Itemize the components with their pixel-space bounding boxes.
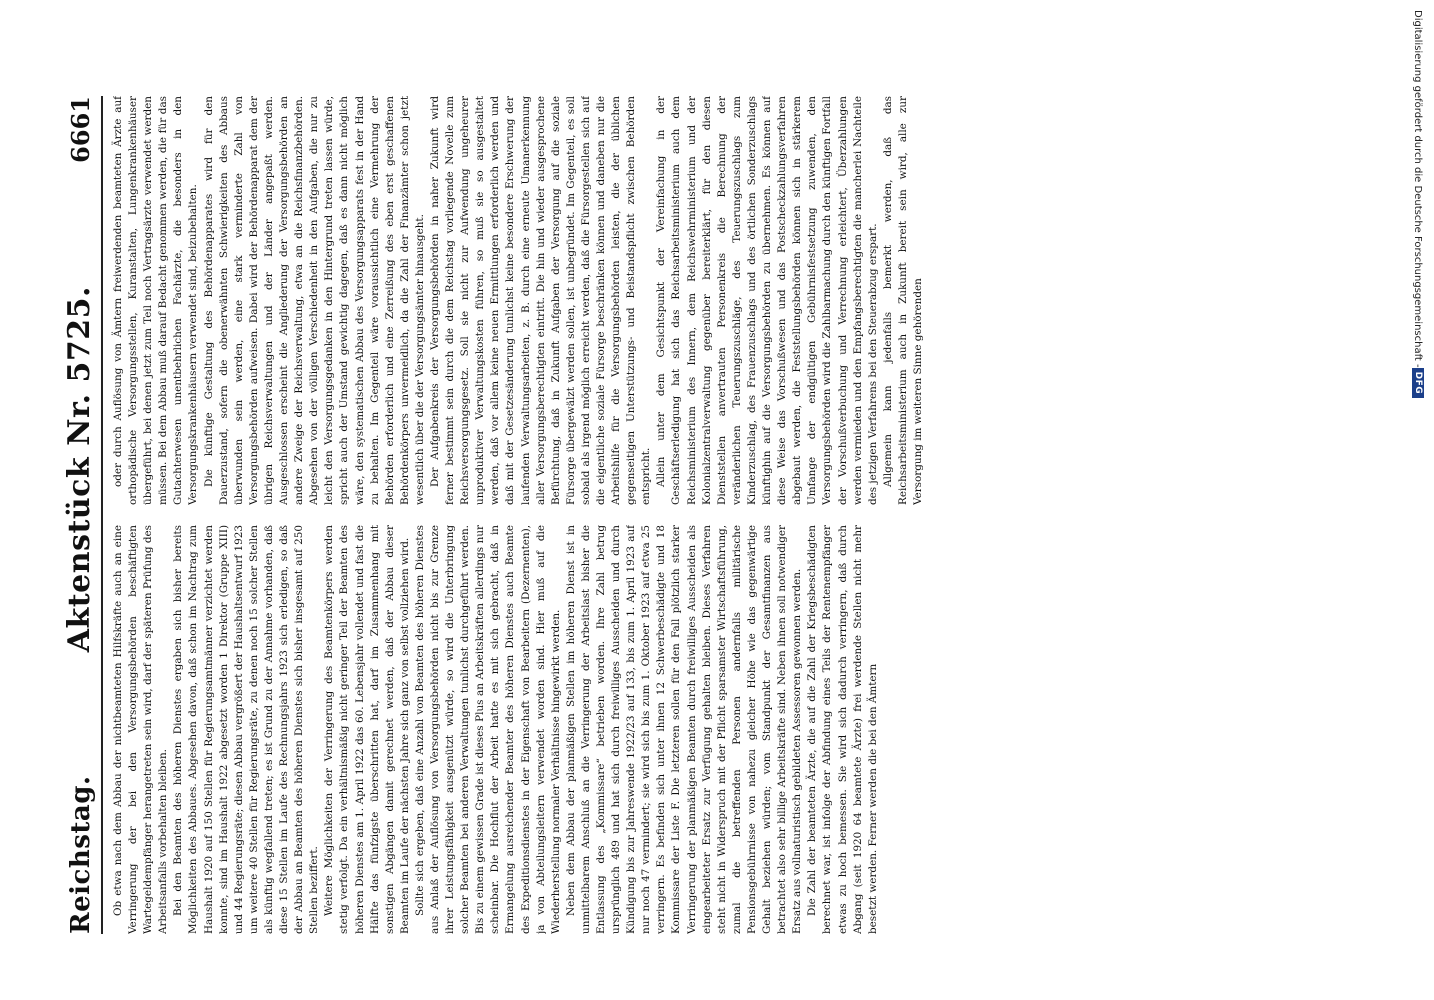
- left-column: [111, 525, 1293, 934]
- paragraph: Die künftige Gestaltung des Behördenapparates wird für den Dauerzustand, sofern die obenerwähnten Schwierigkeiten des Abbaus überwunden sein werden, eine stark verminderte Zahl von Versorgungsbehörden aufweisen. Dabei wird der Behördenapparat dem der übrigen Reichsverwaltungen und der Länder angepaßt werden. Ausgeschlossen erscheint die Angliederung der Versorgungsbehörden an andere Zweige der Reichsverwaltung, etwa an die Reichsfinanzbehörden. Abgesehen von der völligen Verschiedenheit in den Aufgaben, die nur zu leicht den Versorgungsgedanken in den Hintergrund treten lassen würde, spricht auch der Umstand gewichtig dagegen, daß es dann nicht möglich wäre, den systematischen Abbau des Versorgungsapparats fest in der Hand zu behalten. Im Gegenteil wäre voraussichtlich eine Vermehrung der Behörden erforderlich und eine Zerreißung des eben erst geschaffenen Behördenkörpers unvermeidlich, da die Zahl der Finanzämter schon jetzt wesentlich über die der Versorgungsämter hinausgeht.: [202, 96, 426, 505]
- paragraph: Bei den Beamten des höheren Dienstes ergaben sich bisher bereits Möglichkeiten des Abbaues. Abgesehen davon, daß schon im Nachtrag zum Haushalt 1920 auf 150 Stellen für Regierungsamtmänner verzichtet werden konnte, sind im Haushalt 1922 abgesetzt worden 1 Direktor (Gruppe XIII) und 44 Regierungsräte; diesen Abbau vergrößert der Haushaltsentwurf 1923 um weitere 40 Stellen für Regierungsräte, zu denen noch 15 solcher Stellen als künftig wegfallend treten; es ist Grund zu der Annahme vorhanden, daß diese 15 Stellen im Laufe des Rechnungsjahrs 1923 sich erledigen, so daß der Abbau an Beamten des höheren Dienstes sich bisher insgesamt auf 250 Stellen beziffert.: [172, 525, 321, 934]
- credit-text: Digitalisierung gefördert durch die Deutsche Forschungsgemeinschaft -: [1412, 10, 1424, 368]
- paragraph: Der Aufgabenkreis der Versorgungsbehörden in naher Zukunft wird ferner bestimmt sein durch die dem Reichstag vorliegende Novelle zum Reichsversorgungsgesetz. Soll sie nicht zur Aufwendung ungeheurer unproduktiver Verwaltungskosten führen, so muß sie so ausgestaltet werden, daß vor allem keine neuen Ermittlungen erforderlich werden und daß mit der Gesetzesänderung tunlichst keine besondere Erschwerung der laufenden Verwaltungsarbeiten, z. B. durch eine erneute Umanerkennung aller Versorgungsberechtigten eintritt. Die hin und wieder ausgesprochene Befürchtung, daß in Zukunft Aufgaben der Versorgung auf die soziale Fürsorge übergewälzt werden sollen, ist unbegründet. Im Gegenteil, es soll sobald als irgend möglich erreicht werden, daß die Fürsorgestellen sich auf die eigentliche soziale Fürsorge beschränken können und daneben nur die Arbeitshilfe für die Versorgungsbehörden leisten, die der üblichen gegenseitigen Unterstützungs- und Beistandspflicht zwischen Behörden entspricht.: [428, 96, 653, 505]
- paragraph: oder durch Auflösung von Ämtern freiwerdenden beamteten Ärzte auf orthopädische Versorgungsstellen, Kuranstalten, Lungenkrankenhäuser übergeführt, bei denen jetzt zum Teil noch Vertragsärzte verwendet werden müssen. Bei dem Abbau muß darauf Bedacht genommen werden, die für das Gutachterwesen unentbehrlichen Fachärzte, die besonders in den Versorgungskrankenhäusern verwendet sind, beizubehalten.: [112, 96, 200, 505]
- document-page-scan: [48, 78, 1310, 952]
- page-number: 6661: [66, 96, 95, 163]
- rotated-page: [48, 78, 1310, 952]
- paragraph: Die Zahl der beamteten Ärzte, die auf die Zahl der Kriegsbeschädigten berechnet war, ist infolge der Abfindung eines Teils der Rentenempfänger etwas zu hoch bemessen. Sie wird sich dadurch verringern, daß durch Abgang (seit 1920 64 beamtete Ärzte) frei werdende Stellen nicht mehr besetzt werden. Ferner werden die bei den Ämtern: [806, 525, 879, 934]
- page-header: [62, 96, 103, 934]
- paragraph: Ob etwa nach dem Abbau der nichtbeamteten Hilfskräfte auch an eine Verringerung der bei den Versorgungsbehörden beschäftigten Wartegeldempfänger herangetreten sein wird, darf der späteren Prüfung des Arbeitsanfalls vorbehalten bleiben.: [112, 525, 170, 934]
- text-columns: [111, 96, 1293, 934]
- header-document-number: Aktenstück Nr. 5725.: [62, 286, 97, 653]
- paragraph: Sollte sich ergeben, daß eine Anzahl von Beamten des höheren Dienstes aus Anlaß der Auflösung von Versorgungsbehörden nicht bis zur Grenze ihrer Leistungsfähigkeit ausgenützt würde, so wird die Unterbringung solcher Beamten bei anderen Verwaltungen tunlichst durchgeführt werden. Bis zu einem gewissen Grade ist dieses Plus an Arbeitskräften allerdings nur scheinbar. Die Hochflut der Arbeit hatte es mit sich gebracht, daß in Ermangelung ausreichender Beamter des höheren Dienstes auch Beamte des Expeditionsdienstes in der Eigenschaft von Bearbeitern (Dezernenten), ja von Abteilungsleitern verwendet worden sind. Hier muß auf die Wiederherstellung normaler Verhältnisse hingewirkt werden.: [413, 525, 562, 934]
- paragraph: Neben dem Abbau der planmäßigen Stellen im höheren Dienst ist in unmittelbarem Anschluß an die Verringerung der Arbeitslast bisher die Entlassung des „Kommissare“ betrieben worden. Ihre Zahl betrug ursprünglich 489 und hat sich durch freiwilliges Ausscheiden und durch Kündigung bis zur Jahreswende 1922/23 auf 133, bis zum 1. April 1923 auf nur noch 47 vermindert; sie wird sich bis zum 1. Oktober 1923 auf etwa 25 verringern. Es befinden sich unter ihnen 12 Schwerbeschädigte und 18 Kommissare der Liste F. Die letzteren sollen für den Fall plötzlich starker Verringerung der planmäßigen Beamten durch freiwilliges Ausscheiden als eingearbeiteter Ersatz zur Verfügung gehalten bleiben. Dieses Verfahren steht nicht in Widerspruch mit der Pflicht sparsamster Wirtschaftsführung, zumal die betreffenden Personen andernfalls militärische Pensionsgebührnisse von nahezu gleicher Höhe wie das gegenwärtige Gehalt beziehen würden; vom Standpunkt der Gesamtfinanzen aus betrachtet also sehr billige Arbeitskräfte sind. Neben ihnen soll notwendiger Ersatz aus vollnaturistisch gebildeten Assessoren gewonnen werden.: [564, 525, 804, 934]
- digitization-credit: [1404, 10, 1432, 970]
- dfg-logo: DFG: [1412, 368, 1424, 399]
- paragraph: Weitere Möglichkeiten der Verringerung des Beamtenkörpers werden stetig verfolgt. Da ein verhältnismäßig nicht geringer Teil der Beamten des höheren Dienstes am 1. April 1922 das 60. Lebensjahr vollendet und fast die Hälfte das fünfzigste überschritten hat, darf im Zusammenhang mit sonstigen Abgängen damit gerechnet werden, daß der Abbau dieser Beamten im Laufe der nächsten Jahre sich ganz von selbst vollziehen wird.: [323, 525, 411, 934]
- paragraph: Allein unter dem Gesichtspunkt der Vereinfachung in der Geschäftserledigung hat sich das Reichsarbeitsministerium auch dem Reichsministerium des Innern, dem Reichswehrministerium und der Kolonialzentralverwaltung gegenüber bereiterklärt, für den diesen Dienststellen anvertrauten Personenkreis die Berechnung der veränderlichen Teuerungszuschläge, des Teuerungszuschlags zum Kinderzuschlag, des Frauenzuschlags und des örtlichen Sonderzuschlags künftighin auf die Versorgungsbehörden zu übernehmen. Es können auf diese Weise das Vorschußwesen und das Postscheckzahlungsverfahren abgebaut werden, die Feststellungsbehörden können sich in stärkerem Umfange der endgültigen Gebührnisfestsetzung zuwenden, den Versorgungsbehörden wird die Zahlbarmachung durch den künftigen Fortfall der Vorschußverbuchung und Verrechnung erleichtert, Überzahlungen werden vermieden und den Empfangsberechtigten die mancherlei Nachteile des jetzigen Verfahrens bei den Steuerabzug erspart.: [655, 96, 879, 505]
- paragraph: Allgemein kann jedenfalls bemerkt werden, daß das Reichsarbeitsministerium auch in Zukunft bereit sein wird, alle zur Versorgung im weiteren Sinne gehörenden: [881, 96, 924, 505]
- header-left: Reichstag.: [66, 775, 96, 934]
- right-column: [111, 96, 1293, 505]
